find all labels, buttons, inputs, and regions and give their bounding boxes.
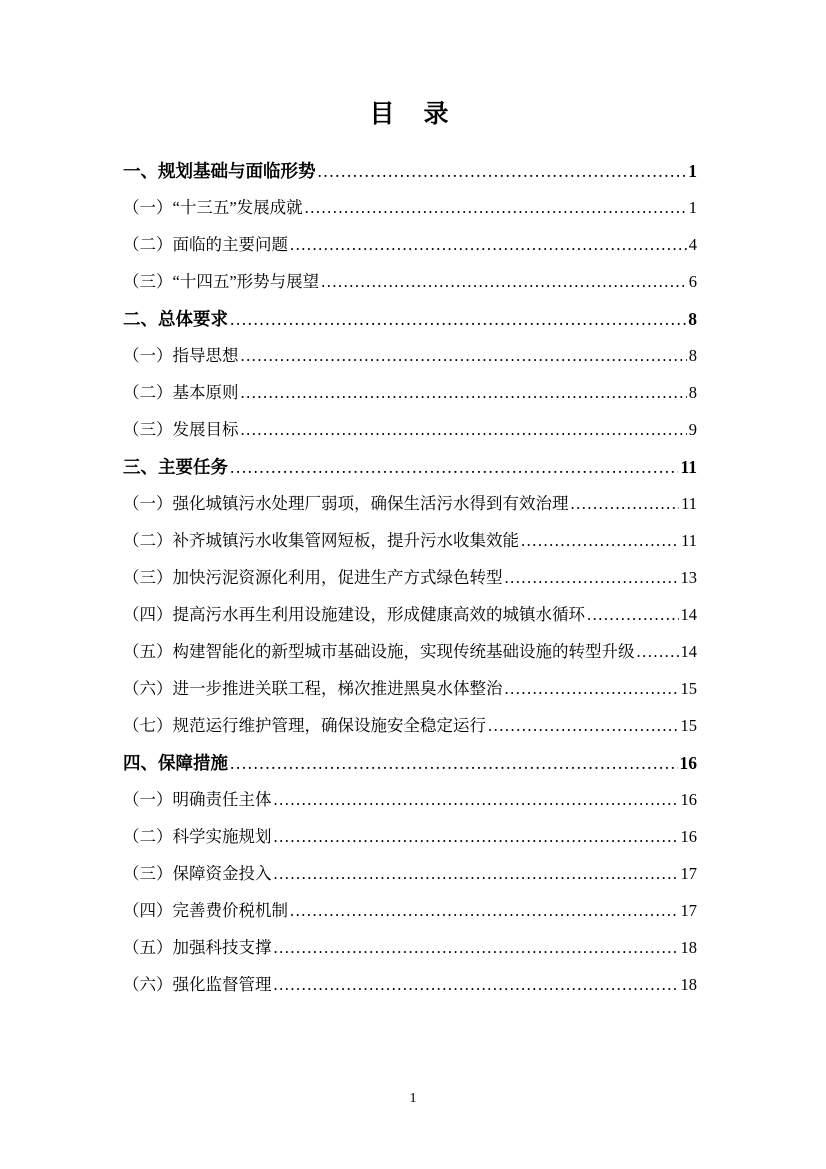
toc-dot-leader [241,419,687,441]
toc-dot-leader [274,863,679,885]
toc-entry-page: 11 [681,531,697,550]
toc-entry-label: （一）“十三五”发展成就 [123,198,303,217]
toc-entry [123,641,697,663]
toc-entry-label: 三、主要任务 [123,457,228,477]
toc-entry-label: （一）强化城镇污水处理厂弱项，确保生活污水得到有效治理 [123,494,569,513]
toc-entry-page: 17 [680,864,697,883]
toc-entry-page: 8 [688,383,697,402]
toc-entry-label: （四）完善费价税机制 [123,901,288,920]
toc-entry [123,937,697,959]
toc-entry-page: 4 [688,235,697,254]
toc-entry-label: （六）强化监督管理 [123,975,272,994]
toc-entry [123,826,697,848]
toc-entry [123,678,697,700]
toc-entry-label: （三）“十四五”形势与展望 [123,272,320,291]
toc-dot-leader [505,567,679,589]
toc-dot-leader [488,715,679,737]
toc-entry [123,345,697,367]
toc-entry-label: （六）进一步推进关联工程，梯次推进黑臭水体整治 [123,679,503,698]
toc-entry [123,493,697,515]
toc-entry-label: （七）规范运行维护管理，确保设施安全稳定运行 [123,716,486,735]
toc-entry-label: （五）加强科技支撑 [123,938,272,957]
toc-entry [123,160,697,182]
toc-entry-page: 11 [680,457,697,477]
toc-entry [123,271,697,293]
toc-entry-label: （三）发展目标 [123,420,239,439]
toc-entry-page: 11 [681,494,697,513]
toc-entry [123,419,697,441]
toc-dot-leader [274,937,679,959]
toc-entry [123,197,697,219]
toc-dot-leader [637,641,679,663]
toc-entry [123,863,697,885]
footer-page-number: 1 [409,1091,417,1106]
toc-entry-page: 8 [688,309,697,329]
toc-entry [123,715,697,737]
page-title: 目 录 [369,101,451,128]
toc-dot-leader [321,271,687,293]
toc-entry-page: 8 [688,346,697,365]
toc-entry-page: 14 [680,605,697,624]
toc-dot-leader [241,382,687,404]
toc-entry-page: 1 [688,198,697,217]
toc-entry [123,567,697,589]
toc-dot-leader [290,234,687,256]
toc-entry [123,234,697,256]
toc-entry [123,604,697,626]
toc-dot-leader [521,530,679,552]
toc-entry-label: （五）构建智能化的新型城市基础设施，实现传统基础设施的转型升级 [123,642,635,661]
toc-entry-page: 16 [679,753,697,773]
toc-entry-page: 6 [688,272,697,291]
toc-entry [123,789,697,811]
toc-entry-page: 15 [680,716,697,735]
toc-entry-page: 18 [680,938,697,957]
toc-entry-page: 9 [688,420,697,439]
toc-entry-page: 14 [680,642,697,661]
toc-entry-page: 13 [680,568,697,587]
toc-entry-page: 16 [680,790,697,809]
toc-dot-leader [318,160,687,182]
toc-entry-label: （二）基本原则 [123,383,239,402]
toc-entry-label: （二）科学实施规划 [123,827,272,846]
toc-dot-leader [290,900,679,922]
toc-entry-label: （二）面临的主要问题 [123,235,288,254]
toc-entry-page: 15 [680,679,697,698]
toc-dot-leader [505,678,679,700]
toc-list [123,160,697,996]
toc-dot-leader [305,197,687,219]
toc-entry [123,900,697,922]
toc-entry [123,752,697,774]
toc-entry-label: 二、总体要求 [123,309,228,329]
toc-entry-page: 1 [688,161,697,181]
toc-entry [123,456,697,478]
toc-entry-label: 一、规划基础与面临形势 [123,161,316,181]
toc-entry [123,974,697,996]
toc-entry-label: （三）保障资金投入 [123,864,272,883]
toc-entry-label: （三）加快污泥资源化利用，促进生产方式绿色转型 [123,568,503,587]
toc-dot-leader [230,752,678,774]
toc-entry-label: （四）提高污水再生利用设施建设，形成健康高效的城镇水循环 [123,605,585,624]
toc-entry-label: （一）指导思想 [123,346,239,365]
toc-dot-leader [241,345,687,367]
toc-dot-leader [230,308,686,330]
toc-dot-leader [587,604,679,626]
toc-entry [123,530,697,552]
toc-entry [123,382,697,404]
toc-dot-leader [274,974,679,996]
toc-dot-leader [230,456,678,478]
toc-entry [123,308,697,330]
toc-entry-label: 四、保障措施 [123,753,228,773]
toc-dot-leader [274,789,679,811]
toc-dot-leader [274,826,679,848]
toc-entry-label: （一）明确责任主体 [123,790,272,809]
toc-entry-label: （二）补齐城镇污水收集管网短板，提升污水收集效能 [123,531,519,550]
toc-entry-page: 17 [680,901,697,920]
toc-entry-page: 18 [680,975,697,994]
toc-dot-leader [571,493,680,515]
toc-entry-page: 16 [680,827,697,846]
